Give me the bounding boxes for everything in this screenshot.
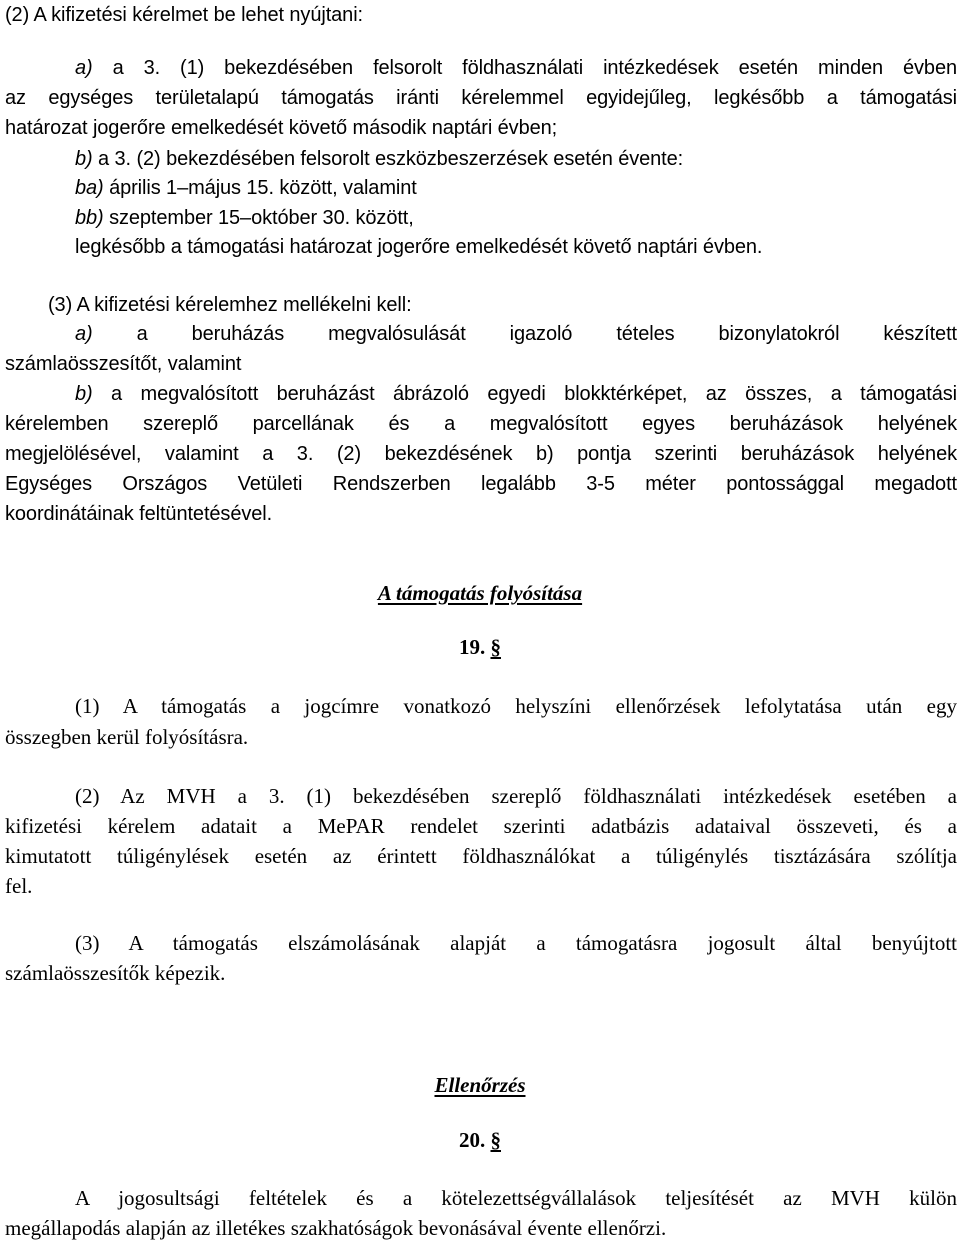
paragraph-line: az egységes területalapú támogatás iránti kérelemmel egyidejűleg, legkésőbb a támogatási — [5, 87, 957, 109]
paragraph-line: a) a 3. (1) bekezdésében felsorolt földhasználati intézkedések esetén minden évben — [75, 57, 957, 79]
paragraph-line: kimutatott túligénylések esetén az érintett földhasználókat a túligénylés tisztázására szólítja — [5, 844, 957, 868]
paragraph-line: megjelölésével, valamint a 3. (2) bekezdésének b) pontja szerinti beruházások helyének — [5, 443, 957, 465]
paragraph-line: (2) A kifizetési kérelmet be lehet nyújtani: — [5, 4, 364, 26]
paragraph-line: számlaösszesítőt, valamint — [5, 353, 242, 375]
section-number: 20. § — [459, 1128, 501, 1152]
section-heading: A támogatás folyósítása — [377, 581, 583, 605]
paragraph-line: ba) április 1–május 15. között, valamint — [75, 177, 417, 199]
paragraph-line: (2) Az MVH a 3. (1) bekezdésében szereplő földhasználati intézkedések esetében a — [75, 784, 957, 808]
paragraph-line: megállapodás alapján az illetékes szakhatóságok bevonásával évente ellenőrzi. — [5, 1216, 667, 1240]
paragraph-line: b) a megvalósított beruházást ábrázoló egyedi blokktérképet, az összes, a támogatási — [75, 383, 957, 405]
paragraph-line: (1) A támogatás a jogcímre vonatkozó helyszíni ellenőrzések lefolytatása után egy — [75, 694, 957, 718]
paragraph-line: (3) A kifizetési kérelemhez mellékelni kell: — [48, 294, 412, 316]
paragraph-line: legkésőbb a támogatási határozat jogerőre emelkedését követő naptári évben. — [75, 236, 763, 258]
paragraph-line: koordinátáinak feltüntetésével. — [5, 503, 273, 525]
paragraph-line: kérelemben szereplő parcellának és a megvalósított egyes beruházások helyének — [5, 413, 957, 435]
paragraph-line: számlaösszesítők képezik. — [5, 961, 226, 985]
paragraph-line: fel. — [5, 874, 33, 898]
paragraph-line: kifizetési kérelem adatait a MePAR rendelet szerinti adatbázis adataival összeveti, és a — [5, 814, 957, 838]
section-number: 19. § — [459, 635, 501, 659]
paragraph-line: A jogosultsági feltételek és a kötelezettségvállalások teljesítését az MVH külön — [75, 1186, 957, 1210]
paragraph-line: Egységes Országos Vetületi Rendszerben legalább 3-5 méter pontossággal megadott — [5, 473, 957, 495]
paragraph-line: b) a 3. (2) bekezdésében felsorolt eszközbeszerzések esetén évente: — [75, 148, 684, 170]
paragraph-line: bb) szeptember 15–október 30. között, — [75, 207, 414, 229]
paragraph-line: a) a beruházás megvalósulását igazoló tételes bizonylatokról készített — [75, 323, 957, 345]
paragraph-line: határozat jogerőre emelkedését követő második naptári évben; — [5, 117, 558, 139]
section-heading: Ellenőrzés — [434, 1073, 526, 1097]
paragraph-line: összegben kerül folyósításra. — [5, 725, 249, 749]
paragraph-line: (3) A támogatás elszámolásának alapját a támogatásra jogosult által benyújtott — [75, 931, 957, 955]
